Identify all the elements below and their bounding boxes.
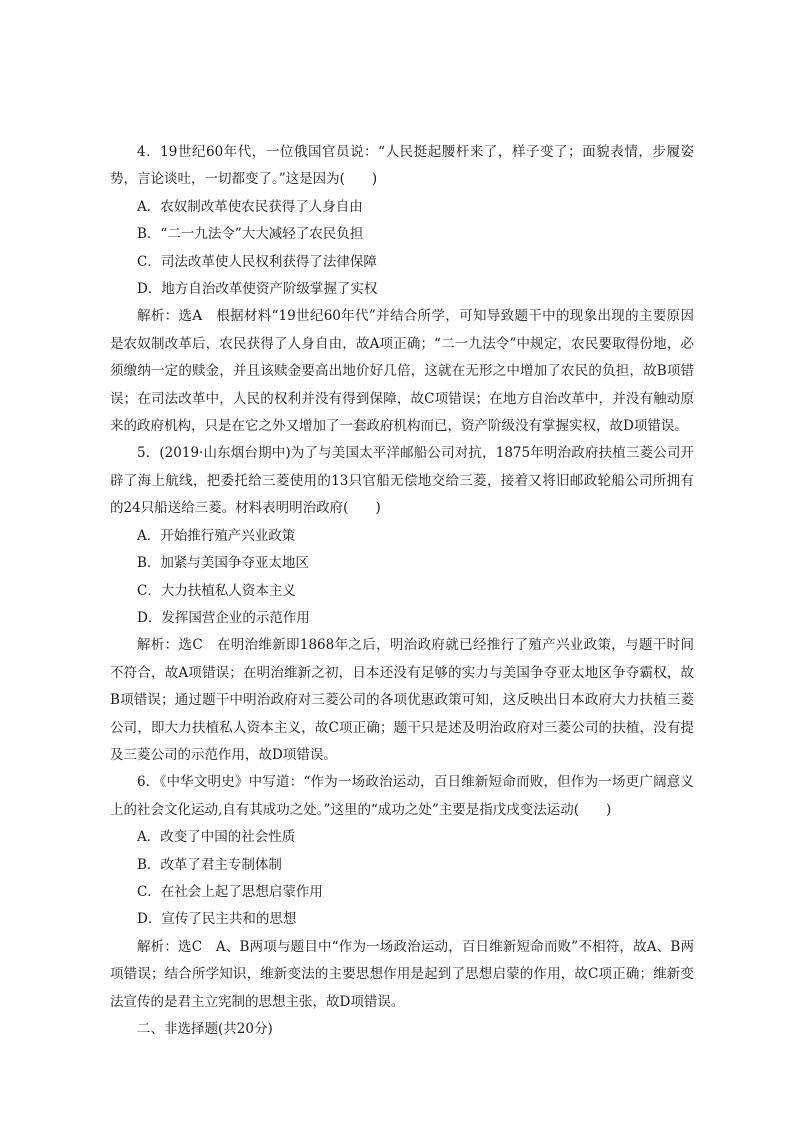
option-c: C．在社会上起了思想启蒙作用 xyxy=(137,883,323,900)
exam-page xyxy=(110,139,694,1043)
option-c: C．司法改革使人民权利获得了法律保障 xyxy=(137,253,377,270)
option-a: A．改变了中国的社会性质 xyxy=(137,829,296,846)
section-heading: 二、非选择题(共20分) xyxy=(137,1021,273,1037)
analysis: 解析：选C A、B两项与题目中“作为一场政治运动，百日维新短命而败”不相符，故A、B两项错误；结合所学知识，维新变法的主要思想作用是起到了思想启蒙的作用，故C项正确；维新变法宣传的是君主立宪制的思想主张，故D项错误。 xyxy=(110,938,694,1010)
option-b: B．加紧与美国争夺亚太地区 xyxy=(137,555,309,572)
option-d: D．发挥国营企业的示范作用 xyxy=(137,609,310,626)
option-d: D．宣传了民主共和的思想 xyxy=(137,911,297,928)
option-b: B．改革了君主专制体制 xyxy=(137,856,282,873)
question-6 xyxy=(110,769,694,1016)
option-a: A．农奴制改革使农民获得了人身自由 xyxy=(137,198,363,215)
question-stem: 4．19世纪60年代，一位俄国官员说：“人民挺起腰杆来了，样子变了；面貌表情，步履姿势，言论谈吐，一切都变了。”这是因为( ) xyxy=(110,144,694,188)
option-a: A．开始推行殖产兴业政策 xyxy=(137,527,296,544)
question-5 xyxy=(110,440,694,769)
question-4 xyxy=(110,139,694,440)
analysis: 解析：选A 根据材料“19世纪60年代”并结合所学，可知导致题干中的现象出现的主要原因是农奴制改革后，农民获得了人身自由，故A项正确；“二一九法令”中规定，农民要取得份地，必须缴纳一定的赎金，并且该赎金要高出地价好几倍，这就在无形之中增加了农民的负担，故B项错误；在司法改革中，人民的权利并没有得到保障，故C项错误；在地方自治改革中，并没有触动原来的政府机构，只是在它之外又增加了一套政府机构而已，资产阶级没有掌握实权，故D项错误。 xyxy=(110,308,694,435)
analysis: 解析：选C 在明治维新即1868年之后，明治政府就已经推行了殖产兴业政策，与题干时间不符合，故A项错误；在明治维新之初，日本还没有足够的实力与美国争夺亚太地区争夺霸权，故B项错误；通过题干中明治政府对三菱公司的各项优惠政策可知，这反映出日本政府大力扶植三菱公司，即大力扶植私人资本主义，故C项正确；题干只是述及明治政府对三菱公司的扶植，没有提及三菱公司的示范作用，故D项错误。 xyxy=(110,637,694,763)
question-stem: 5．(2019·山东烟台期中)为了与美国太平洋邮船公司对抗，1875年明治政府扶植三菱公司开辟了海上航线，把委托给三菱使用的13只官船无偿地交给三菱，接着又将旧邮政轮船公司所拥有的24只船送给三菱。材料表明明治政府( ) xyxy=(110,445,694,517)
option-d: D．地方自治改革使资产阶级掌握了实权 xyxy=(137,281,378,298)
option-b: B．“二一九法令”大大减轻了农民负担 xyxy=(137,226,364,243)
option-c: C．大力扶植私人资本主义 xyxy=(137,582,296,599)
question-stem: 6．《中华文明史》中写道：“作为一场政治运动，百日维新短命而败，但作为一场更广阔意义上的社会文化运动,自有其成功之处。”这里的“成功之处”主要是指戊戌变法运动( ) xyxy=(110,774,694,818)
